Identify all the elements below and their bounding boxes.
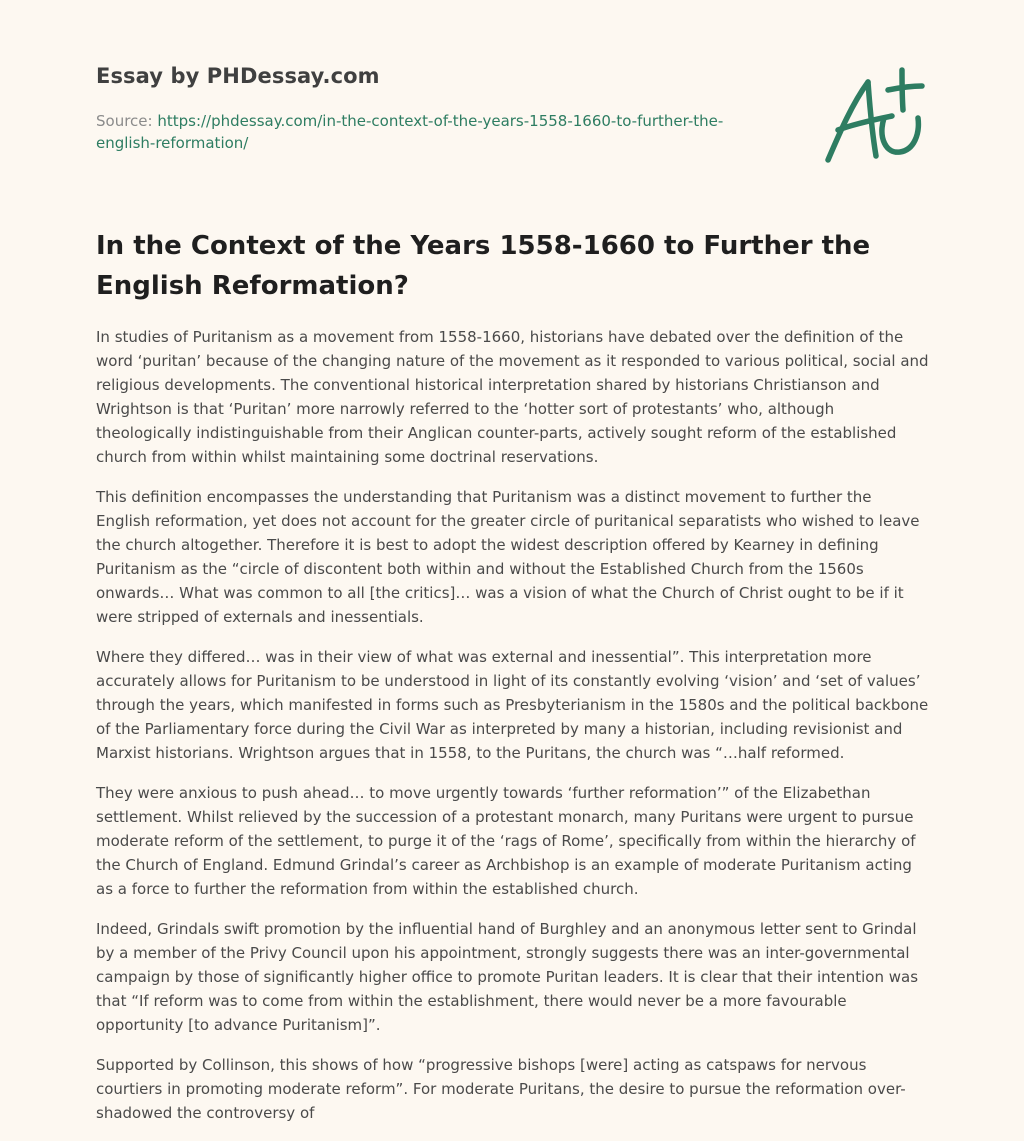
essay-paragraph: This definition encompasses the understanding that Puritanism was a distinct movement to further the English reformation, yet does not account for the greater circle of puritanical separatists who wished to leave the church altogether. Therefore it is best to adopt the widest description offered by Kearney in defining Puritanism as the “circle of discontent both within and without the Established Church from the 1560s onwards… What was common to all [the critics]… was a vision of what the Church of Christ ought to be if it were stripped of externals and inessentials. <box>96 488 920 626</box>
site-brand: Essay by PHDessay.com <box>96 64 380 88</box>
a-plus-grade-icon <box>824 66 928 166</box>
essay-paragraph: Where they differed… was in their view of what was external and inessential”. This interpretation more accurately allows for Puritanism to be understood in light of its constantly evolving ‘vision’ and ‘set of values’ through the years, which manifested in forms such as Presbyterianism in the 1580s and the political backbone of the Parliamentary force during the Civil War as interpreted by many a historian, including revisionist and Marxist historians. Wrightson argues that in 1558, to the Puritans, the church was “…half reformed. <box>96 648 929 762</box>
essay-paragraph: They were anxious to push ahead… to move urgently towards ‘further reformation’” of the Elizabethan settlement. Whilst relieved by the succession of a protestant monarch, many Puritans were urgent to pursue moderate reform of the settlement, to purge it of the ‘rags of Rome’, specifically from within the hierarchy of the Church of England. Edmund Grindal’s career as Archbishop is an example of moderate Puritanism acting as a force to further the reformation from within the established church. <box>96 784 916 898</box>
source-label: Source: <box>96 112 158 130</box>
source-line <box>96 110 776 154</box>
source-link[interactable]: https://phdessay.com/in-the-context-of-the-years-1558-1660-to-further-the-english-reformation/ <box>96 112 724 152</box>
essay-paragraph: In studies of Puritanism as a movement from 1558-1660, historians have debated over the definition of the word ‘puritan’ because of the changing nature of the movement as it responded to various political, social and religious developments. The conventional historical interpretation shared by historians Christianson and Wrightson is that ‘Puritan’ more narrowly referred to the ‘hotter sort of protestants’ who, although theologically indistinguishable from their Anglican counter-parts, actively sought reform of the established church from within whilst maintaining some doctrinal reservations. <box>96 328 929 466</box>
essay-paragraph: Supported by Collinson, this shows of how “progressive bishops [were] acting as catspaws for nervous courtiers in promoting moderate reform”. For moderate Puritans, the desire to pursue the reformation over-shadowed the controversy of <box>96 1056 906 1122</box>
essay-body <box>96 325 930 1141</box>
essay-title: In the Context of the Years 1558-1660 to Further the English Reformation? <box>96 231 871 301</box>
essay-paragraph: Indeed, Grindals swift promotion by the influential hand of Burghley and an anonymous letter sent to Grindal by a member of the Privy Council upon his appointment, strongly suggests there was an inter-governmental campaign by those of significantly higher office to promote Puritan leaders. It is clear that their intention was that “If reform was to come from within the establishment, there would never be a more favourable opportunity [to advance Puritanism]”. <box>96 920 919 1034</box>
